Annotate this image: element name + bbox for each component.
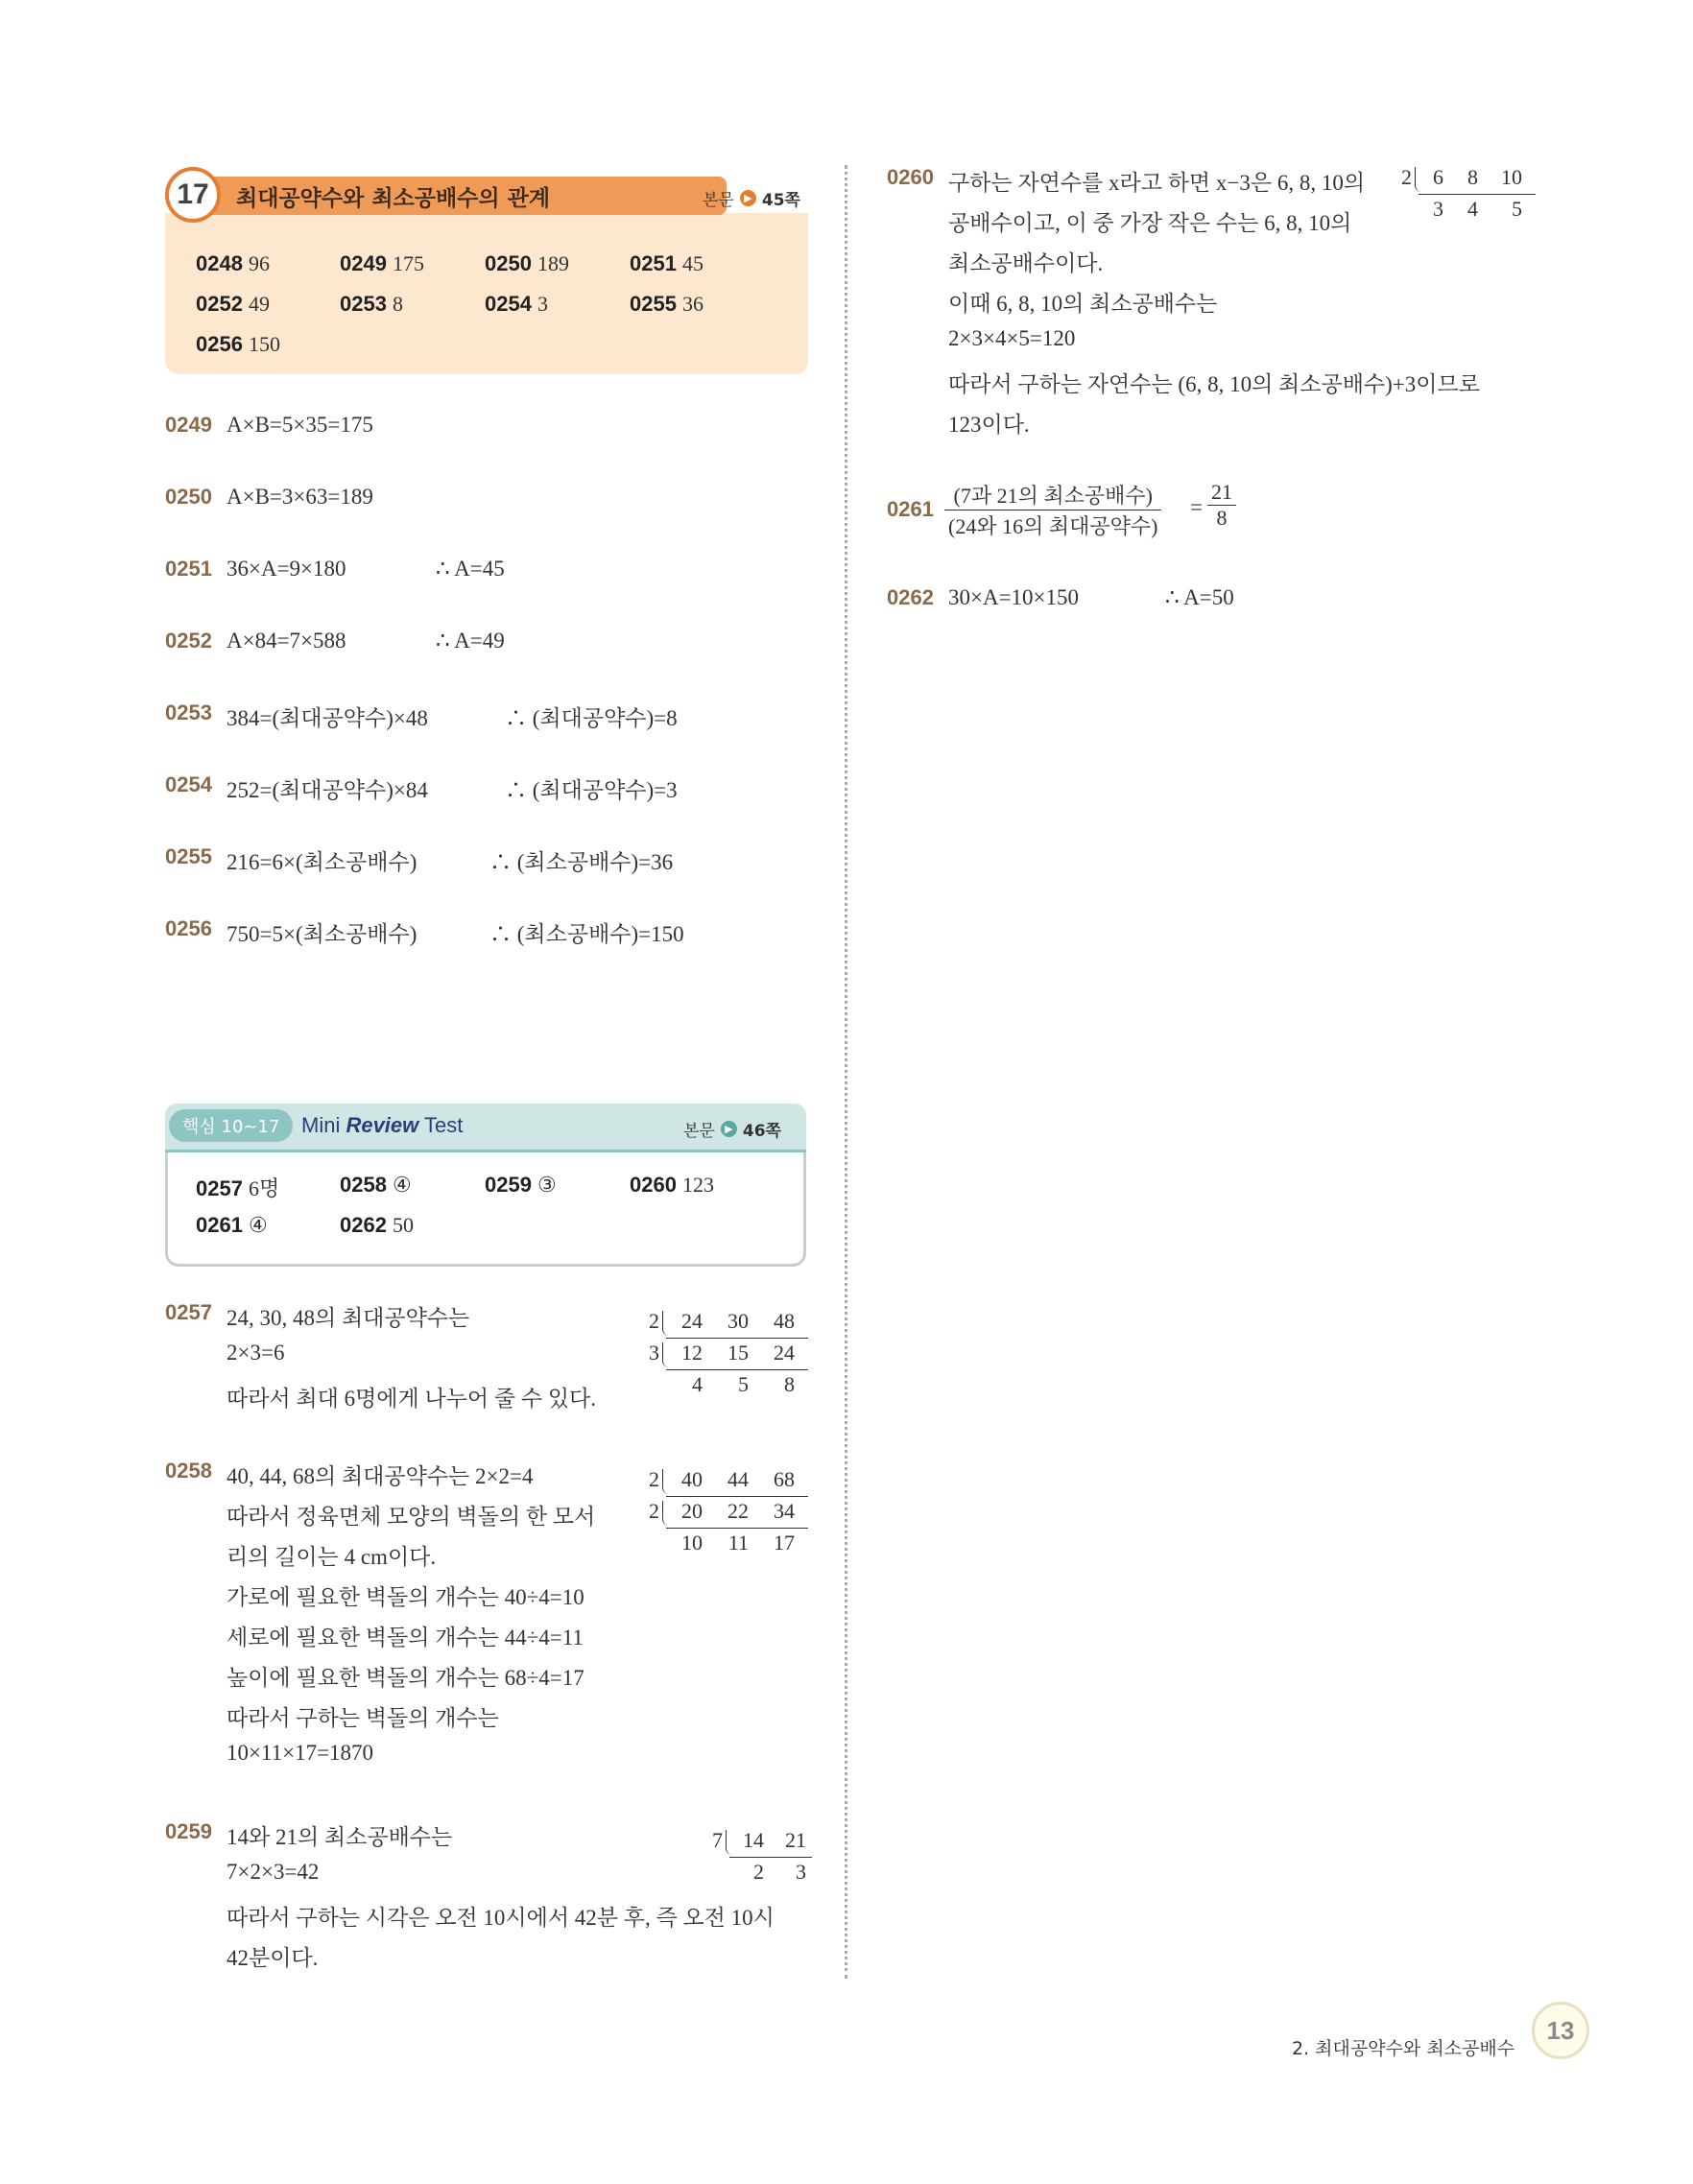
q0258-line-4: 가로에 필요한 벽돌의 개수는 40÷4=10 [227, 1585, 584, 1609]
answer-0248: 0248 96 [196, 251, 270, 275]
answer-0257: 0257 6명 [196, 1176, 280, 1200]
q0260-line-4: 이때 6, 8, 10의 최소공배수는 [948, 292, 1218, 316]
answer-0255: 0255 36 [630, 292, 703, 316]
solution-0253: 0253 384=(최대공약수)×48 ∴ (최대공약수)=8 [165, 700, 678, 730]
answer-0258: 0258 ④ [340, 1173, 412, 1197]
page-ref-page: 45쪽 [761, 191, 800, 210]
column-divider [845, 165, 847, 1979]
q0258-line-6: 높이에 필요한 벽돌의 개수는 68÷4=17 [227, 1666, 584, 1690]
question-code-0259: 0259 [165, 1819, 212, 1843]
answer-0260: 0260 123 [630, 1173, 714, 1197]
mini-review-page-ref [683, 1117, 781, 1141]
section-17-title: 최대공약수와 최소공배수의 관계 [236, 186, 551, 211]
solution-0249: 0249 A×B=5×35=175 [165, 413, 373, 437]
q0258-line-5: 세로에 필요한 벽돌의 개수는 44÷4=11 [227, 1626, 584, 1650]
q0259-line-1: 14와 21의 최소공배수는 [227, 1825, 453, 1849]
answer-0256: 0256 150 [196, 332, 280, 356]
arrow-right-icon: ▶ [740, 190, 756, 206]
q0257-line-3: 따라서 최대 6명에게 나누어 줄 수 있다. [227, 1387, 597, 1411]
q0258-line-2: 따라서 정육면체 모양의 벽돌의 한 모서 [227, 1505, 596, 1529]
q0260-line-1: 구하는 자연수를 x라고 하면 x−3은 6, 8, 10의 [948, 171, 1366, 195]
page-ref-label: 본문 [683, 1122, 715, 1141]
answer-0259: 0259 ③ [485, 1173, 557, 1197]
q0258-line-3: 리의 길이는 4 cm이다. [227, 1545, 437, 1569]
answer-0253: 0253 8 [340, 292, 403, 316]
solution-0262: 0262 30×A=10×150 ∴ A=50 [887, 585, 1234, 609]
solution-0251: 0251 36×A=9×180 ∴ A=45 [165, 557, 505, 581]
q0260-line-6: 따라서 구하는 자연수는 (6, 8, 10의 최소공배수)+3이므로 [948, 372, 1480, 396]
q0260-line-2: 공배수이고, 이 중 가장 작은 수는 6, 8, 10의 [948, 211, 1352, 235]
question-code-0260: 0260 [887, 165, 934, 189]
solution-0254: 0254 252=(최대공약수)×84 ∴ (최대공약수)=3 [165, 772, 678, 802]
page-ref-page: 46쪽 [742, 1122, 781, 1141]
q0259-ladder-division: 7 14 21 2 3 [712, 1828, 818, 1905]
section-17-number: 17 [165, 167, 221, 223]
q0259-line-3: 따라서 구하는 시각은 오전 10시에서 42분 후, 즉 오전 10시 [227, 1906, 775, 1930]
q0257-line-1: 24, 30, 48의 최대공약수는 [227, 1306, 470, 1330]
q0258-ladder-division: 2 2 40 44 68 20 22 34 10 11 17 [649, 1467, 812, 1573]
q0258-line-7: 따라서 구하는 벽돌의 개수는 [227, 1706, 499, 1730]
question-code-0257: 0257 [165, 1300, 212, 1324]
answer-0251: 0251 45 [630, 251, 703, 275]
answer-0250: 0250 189 [485, 251, 569, 275]
q0259-line-4: 42분이다. [227, 1946, 319, 1970]
answer-0254: 0254 3 [485, 292, 548, 316]
q0258-line-1: 40, 44, 68의 최대공약수는 2×2=4 [227, 1464, 534, 1488]
mini-review-test [165, 1104, 806, 1267]
q0261-fraction-lhs: (7과 21의 최소공배수) (24와 16의 최대공약수) [944, 480, 1161, 540]
q0258-line-8: 10×11×17=1870 [227, 1741, 374, 1765]
q0260-line-3: 최소공배수이다. [948, 251, 1104, 275]
q0260-ladder-division: 2 6 8 10 3 4 5 [1401, 165, 1536, 242]
section-17-page-ref [703, 186, 800, 210]
q0260-line-7: 123이다. [948, 413, 1030, 437]
page-ref-label: 본문 [703, 191, 734, 210]
q0261-fraction-rhs: $\frac{21}{8}$ [1207, 480, 1236, 531]
solution-0250: 0250 A×B=3×63=189 [165, 485, 373, 509]
section-17 [165, 167, 808, 374]
q0257-ladder-division: 2 3 24 30 48 12 15 24 4 5 8 [649, 1309, 812, 1414]
arrow-right-icon: ▶ [721, 1121, 737, 1137]
solution-0252: 0252 A×84=7×588 ∴ A=49 [165, 629, 505, 653]
q0261-equals: = [1190, 495, 1203, 519]
q0260-line-5: 2×3×4×5=120 [948, 326, 1076, 350]
mini-review-title: Mini Review Test [301, 1113, 464, 1137]
solution-0256: 0256 750=5×(최소공배수) ∴ (최소공배수)=150 [165, 916, 684, 946]
answer-0262: 0262 50 [340, 1213, 414, 1237]
question-code-0261: 0261 [887, 497, 934, 521]
q0257-line-2: 2×3=6 [227, 1341, 285, 1365]
answer-0261: 0261 ④ [196, 1213, 268, 1237]
question-code-0258: 0258 [165, 1459, 212, 1483]
answer-0249: 0249 175 [340, 251, 424, 275]
q0259-line-2: 7×2×3=42 [227, 1860, 320, 1884]
mini-review-tag: 핵심 10~17 [169, 1109, 293, 1142]
page-number: 13 [1532, 2002, 1589, 2059]
footer-chapter-title: 2. 최대공약수와 최소공배수 [1292, 2038, 1515, 2059]
solution-0255: 0255 216=6×(최소공배수) ∴ (최소공배수)=36 [165, 844, 674, 874]
answer-0252: 0252 49 [196, 292, 270, 316]
